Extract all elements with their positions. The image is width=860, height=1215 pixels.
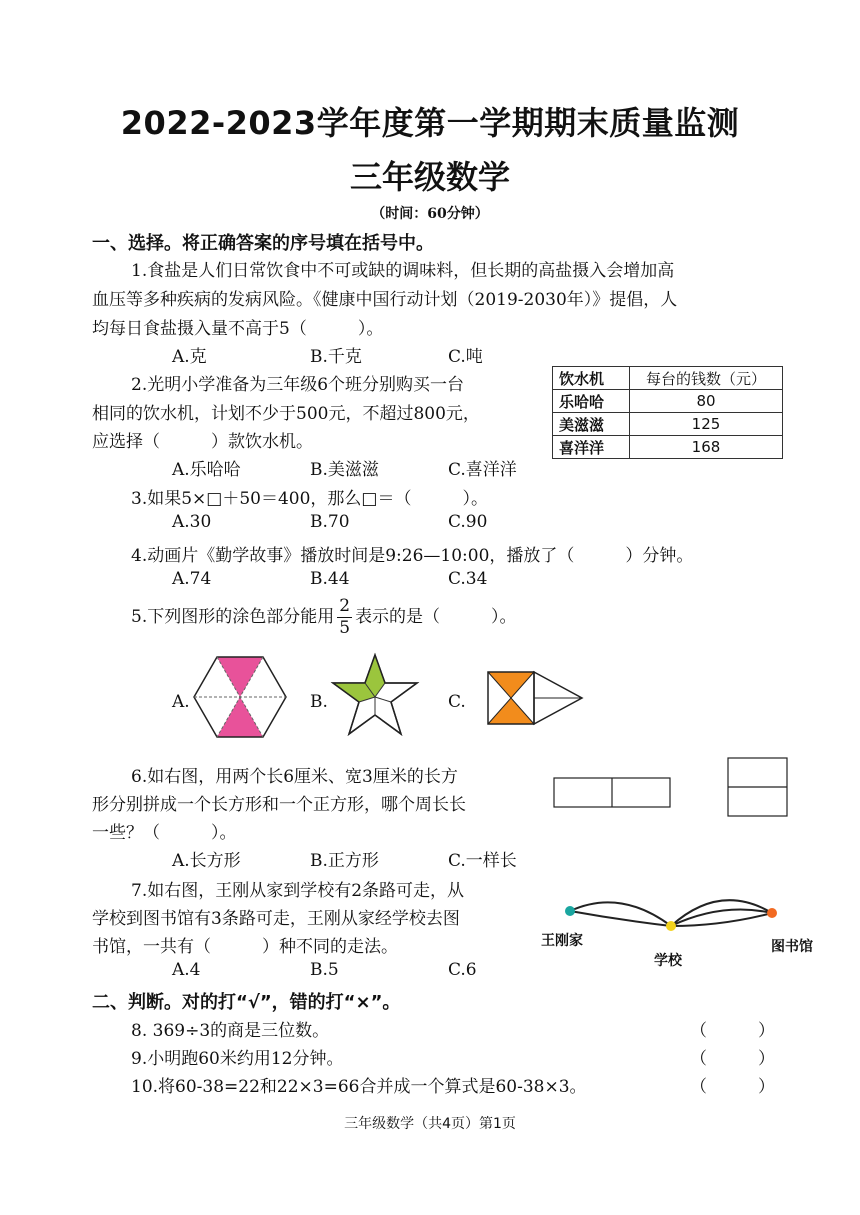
library-dot [767, 908, 777, 918]
q6-option-a: A.长方形 [172, 851, 241, 871]
q5-text-post: 表示的是（ ）。 [355, 607, 517, 627]
q2-line3: 应选择（ ）款饮水机。 [92, 432, 313, 452]
price-table [552, 366, 783, 459]
table-header-cell: 每台的钱数（元） [630, 367, 783, 390]
q5-label-c: C. [448, 692, 466, 712]
q1-option-a: A.克 [172, 347, 207, 367]
q3-option-a: A.30 [172, 512, 212, 532]
q1-option-b: B.千克 [310, 347, 362, 367]
q5-label-a: A. [172, 692, 190, 712]
table-row [553, 390, 783, 413]
q4-line1: 4.动画片《勤学故事》播放时间是9:26—10:00，播放了（ ）分钟。 [131, 546, 694, 566]
q5-question [131, 598, 517, 637]
q5-label-b: B. [310, 692, 328, 712]
table-cell: 168 [630, 436, 783, 459]
q6-line2: 形分别拼成一个长方形和一个正方形，哪个周长长 [92, 795, 466, 815]
q3-line1: 3.如果5×□＋50＝400，那么□＝（ ）。 [131, 489, 488, 509]
q7-line3: 书馆，一共有（ ）种不同的走法。 [92, 937, 398, 957]
table-cell: 美滋滋 [553, 413, 630, 436]
table-cell: 喜洋洋 [553, 436, 630, 459]
table-cell: 80 [630, 390, 783, 413]
q1-line3: 均每日食盐摄入量不高于5（ ）。 [92, 319, 384, 339]
combined-square-figure [727, 757, 789, 819]
judge-answer-paren-8[interactable]: （ ） [690, 1021, 775, 1041]
square-triangle-figure [486, 668, 586, 728]
q6-line3: 一些？（ ）。 [92, 823, 237, 843]
q1-line1: 1.食盐是人们日常饮食中不可或缺的调味料，但长期的高盐摄入会增加高 [131, 261, 675, 281]
page-footer: 三年级数学（共4页）第1页 [344, 1116, 516, 1132]
judge-item-10: 10.将60-38=22和22×3=66合并成一个算式是60-38×3。 [131, 1077, 587, 1097]
q3-option-b: B.70 [310, 512, 350, 532]
section1-heading: 一、选择。将正确答案的序号填在括号中。 [92, 233, 434, 254]
q7-option-b: B.5 [310, 960, 339, 980]
q1-line2: 血压等多种疾病的发病风险。《健康中国行动计划（2019-2030年）》提倡，人 [92, 290, 678, 310]
judge-item-8: 8. 369÷3的商是三位数。 [131, 1021, 330, 1041]
hexagon-shaded-bottom [217, 697, 263, 737]
q7-option-c: C.6 [448, 960, 477, 980]
q2-option-a: A.乐哈哈 [172, 460, 241, 480]
q7-line1: 7.如右图，王刚从家到学校有2条路可走，从 [131, 881, 465, 901]
fraction [337, 598, 352, 637]
q7-line2: 学校到图书馆有3条路可走，王刚从家经学校去图 [92, 909, 460, 929]
table-header-row [553, 367, 783, 390]
q4-option-a: A.74 [172, 569, 212, 589]
judge-answer-paren-10[interactable]: （ ） [690, 1077, 775, 1097]
table-row [553, 436, 783, 459]
section2-heading: 二、判断。对的打“√”，错的打“×”。 [92, 992, 401, 1013]
page-title: 2022-2023学年度第一学期期末质量监测 [120, 104, 740, 142]
q6-option-b: B.正方形 [310, 851, 379, 871]
page-subtitle: 三年级数学 [349, 158, 510, 196]
q7-option-a: A.4 [172, 960, 201, 980]
q1-option-c: C.吨 [448, 347, 483, 367]
school-dot [666, 921, 676, 931]
exam-time: （时间：60分钟） [371, 206, 489, 222]
combined-rectangle-figure [553, 777, 673, 809]
hexagon-figure [190, 652, 290, 742]
map-label-school: 学校 [654, 953, 682, 969]
table-cell: 乐哈哈 [553, 390, 630, 413]
hexagon-shaded-top [217, 657, 263, 697]
judge-answer-paren-9[interactable]: （ ） [690, 1049, 775, 1069]
q5-text-pre: 5.下列图形的涂色部分能用 [131, 607, 335, 627]
fraction-denominator: 5 [339, 618, 351, 638]
fraction-numerator: 2 [339, 596, 351, 616]
q2-line1: 2.光明小学准备为三年级6个班分别购买一台 [131, 375, 465, 395]
q6-line1: 6.如右图，用两个长6厘米、宽3厘米的长方 [131, 767, 458, 787]
star-figure [330, 652, 420, 742]
table-cell: 125 [630, 413, 783, 436]
map-label-home: 王刚家 [541, 933, 583, 949]
q2-line2: 相同的饮水机，计划不少于500元，不超过800元， [92, 404, 480, 424]
q2-option-b: B.美滋滋 [310, 460, 379, 480]
home-dot [565, 906, 575, 916]
q4-option-b: B.44 [310, 569, 350, 589]
table-row [553, 413, 783, 436]
map-label-library: 图书馆 [771, 939, 813, 955]
route-map-figure [540, 890, 830, 970]
route-home-school-2 [570, 911, 671, 926]
table-header-cell: 饮水机 [553, 367, 630, 390]
square-shaded-bottom [488, 698, 534, 724]
q4-option-c: C.34 [448, 569, 488, 589]
q3-option-c: C.90 [448, 512, 488, 532]
q2-option-c: C.喜洋洋 [448, 460, 517, 480]
judge-item-9: 9.小明跑60米约用12分钟。 [131, 1049, 344, 1069]
q6-option-c: C.一样长 [448, 851, 517, 871]
price-table-container [552, 366, 783, 459]
square-shaded-top [488, 672, 534, 698]
